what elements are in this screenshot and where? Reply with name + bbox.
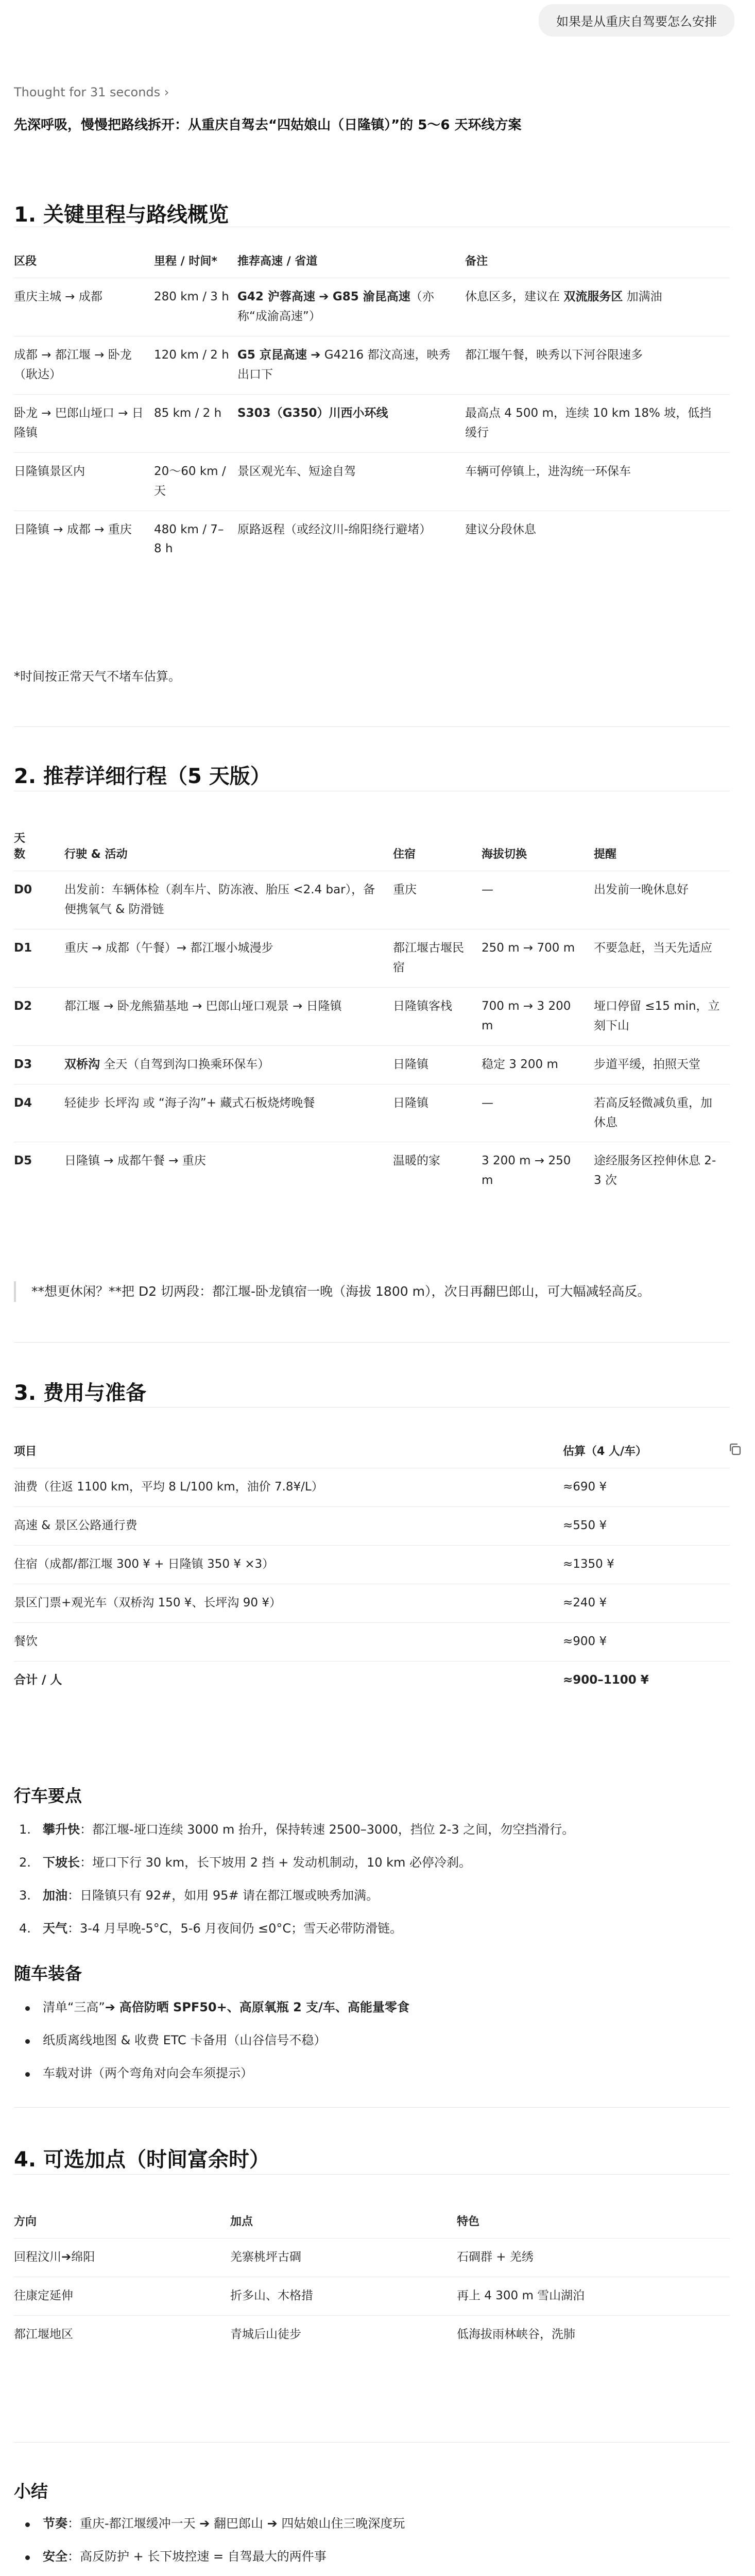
cell-note: 都江堰午餐，映秀以下河谷限速多: [465, 336, 730, 394]
section-2-title: 2. 推荐详细行程（5 天版）: [14, 765, 271, 788]
cell-tip: 出发前一晚休息好: [594, 871, 730, 929]
table-row: [14, 871, 730, 929]
table-row: [14, 1142, 730, 1200]
table-row: [14, 452, 730, 511]
col-header: 天 数: [14, 832, 26, 861]
cell-segment: 日隆镇 → 成都 → 重庆: [14, 511, 154, 568]
col-header: 估算（4 人/车）: [563, 1445, 647, 1458]
cell-spot: 折多山、木格措: [230, 2277, 457, 2315]
cell-segment: 日隆镇景区内: [14, 452, 154, 511]
cell-item: 合计 / 人: [14, 1661, 563, 1699]
col-header: 方向: [14, 2215, 37, 2228]
section-3-title: 3. 费用与准备: [14, 1381, 146, 1405]
tip-blockquote: **想更休闲？**把 D2 切两段：都江堰-卧龙镇宿一晚（海拔 1800 m），次日再翻巴郎山，可大幅减轻高反。: [14, 1281, 742, 1302]
col-header: 行驶 & 活动: [64, 848, 128, 861]
cell-activity: 出发前：车辆体检（刹车片、防冻液、胎压 <2.4 bar），备便携氧气 & 防滑链: [64, 871, 393, 929]
table-header-row: [14, 252, 730, 278]
col-header: 海拔切换: [482, 848, 527, 861]
cell-distance: 85 km / 2 h: [154, 394, 237, 452]
table-row: [14, 1084, 730, 1142]
cell-cost: ≈550 ¥: [563, 1506, 730, 1545]
cell-stay: 重庆: [393, 871, 482, 929]
bullet: [25, 2522, 30, 2527]
col-header: 项目: [14, 1445, 37, 1458]
table-row: [14, 336, 730, 394]
divider: [14, 2107, 730, 2108]
col-header: 区段: [14, 255, 37, 268]
cell-item: 住宿（成都/都江堰 300 ¥ + 日隆镇 350 ¥ ×3）: [14, 1545, 563, 1584]
divider: [14, 1407, 730, 1408]
divider: [14, 2442, 730, 2443]
divider: [14, 1342, 730, 1343]
col-header: 住宿: [393, 848, 416, 861]
table-row: [14, 1584, 730, 1622]
cell-stay: 日隆镇: [393, 1045, 482, 1084]
section-4-title: 4. 可选加点（时间富余时）: [14, 2148, 270, 2172]
table-row: [14, 394, 730, 452]
cost-table: [14, 1443, 730, 1700]
table-row: [14, 1045, 730, 1084]
cell-day: D4: [14, 1084, 64, 1142]
cell-spot: 羌寨桃坪古碉: [230, 2239, 457, 2277]
table-header-row: [14, 829, 730, 871]
bullet: [25, 2072, 30, 2077]
cell-tip: 垭口停留 ≤15 min，立刻下山: [594, 987, 730, 1045]
cell-stay: 温暖的家: [393, 1142, 482, 1200]
list-item: 车载对讲（两个弯角对向会车须提示）: [14, 2064, 725, 2082]
cell-feature: 低海拔雨林峡谷，洗肺: [457, 2315, 730, 2353]
driving-tips-list: [14, 1820, 725, 1938]
cell-tip: 不要急赶，当天先适应: [594, 929, 730, 987]
cell-item: 景区门票+观光车（双桥沟 150 ¥、长坪沟 90 ¥）: [14, 1584, 563, 1622]
list-item: 1. 攀升快：都江堰-垭口连续 3000 m 抬升，保持转速 2500–3000，挡位 2-3 之间，勿空挡滑行。: [19, 1822, 575, 1837]
col-header: 加点: [230, 2215, 253, 2228]
list-item: 3. 加油：日隆镇只有 92#，如用 95# 请在都江堰或映秀加满。: [19, 1888, 379, 1903]
cell-stay: 日隆镇: [393, 1084, 482, 1142]
cell-cost: ≈240 ¥: [563, 1584, 730, 1622]
footnote: *时间按正常天气不堵车估算。: [14, 669, 181, 684]
intro-heading: 先深呼吸，慢慢把路线拆开：从重庆自驾去“四姑娘山（日隆镇）”的 5～6 天环线方案: [14, 117, 522, 133]
cell-road: S303（G350）川西小环线: [237, 394, 465, 452]
cell-altitude: 3 200 m → 250 m: [482, 1142, 594, 1200]
table-row: [14, 278, 730, 336]
cell-road: G42 沪蓉高速 ➔ G85 渝昆高速（亦称“成渝高速”）: [237, 278, 465, 336]
bullet: [25, 2555, 30, 2560]
cell-spot: 青城后山徒步: [230, 2315, 457, 2353]
table-header-row: [14, 2213, 730, 2239]
cell-road: G5 京昆高速 ➔ G4216 都汶高速，映秀出口下: [237, 336, 465, 394]
section-1-title: 1. 关键里程与路线概览: [14, 203, 229, 227]
table-header-row: [14, 1443, 730, 1468]
cell-feature: 再上 4 300 m 雪山湖泊: [457, 2277, 730, 2315]
table-row: [14, 929, 730, 987]
cell-activity: 重庆 → 成都（午餐）→ 都江堰小城漫步: [64, 929, 393, 987]
table-row-total: [14, 1661, 730, 1699]
chevron-right-icon: ›: [164, 85, 169, 99]
cell-direction: 往康定延伸: [14, 2277, 230, 2315]
cell-segment: 重庆主城 → 成都: [14, 278, 154, 336]
cell-tip: 途经服务区控伸休息 2-3 次: [594, 1142, 730, 1200]
divider: [14, 2174, 730, 2175]
cell-item: 高速 & 景区公路通行费: [14, 1506, 563, 1545]
cell-altitude: 700 m → 3 200 m: [482, 987, 594, 1045]
table-row: [14, 1506, 730, 1545]
col-header: 特色: [457, 2215, 480, 2228]
cell-activity: 都江堰 → 卧龙熊猫基地 → 巴郎山垭口观景 → 日隆镇: [64, 987, 393, 1045]
cell-tip: 若高反轻微减负重，加休息: [594, 1084, 730, 1142]
cell-feature: 石碉群 + 羌绣: [457, 2239, 730, 2277]
thought-toggle[interactable]: [14, 85, 169, 99]
summary-title: 小结: [14, 2481, 48, 2501]
list-item: 安全：高反防护 + 长下坡控速 = 自驾最大的两件事: [14, 2547, 725, 2566]
list-item: 节奏：重庆-都江堰缓冲一天 ➔ 翻巴郎山 ➔ 四姑娘山住三晚深度玩: [14, 2514, 725, 2533]
cell-day: D0: [14, 871, 64, 929]
cell-segment: 成都 → 都江堰 → 卧龙（耿达）: [14, 336, 154, 394]
cell-note: 最高点 4 500 m，连续 10 km 18% 坡，低挡缓行: [465, 394, 730, 452]
list-item: 纸质离线地图 & 收费 ETC 卡备用（山谷信号不稳）: [14, 2031, 725, 2049]
cell-altitude: 稳定 3 200 m: [482, 1045, 594, 1084]
cell-road: 景区观光车、短途自驾: [237, 452, 465, 511]
col-header: 备注: [465, 255, 488, 268]
table-row: [14, 1622, 730, 1661]
cell-activity: 双桥沟 全天（自驾到沟口换乘环保车）: [64, 1045, 393, 1084]
route-overview-table: [14, 252, 730, 568]
cell-altitude: —: [482, 871, 594, 929]
table-row: [14, 2315, 730, 2353]
cell-altitude: 250 m → 700 m: [482, 929, 594, 987]
cell-day: D2: [14, 987, 64, 1045]
table-row: [14, 1545, 730, 1584]
table-row: [14, 1468, 730, 1507]
cell-cost: ≈690 ¥: [563, 1468, 730, 1507]
cell-activity: 轻徒步 长坪沟 或 “海子沟”+ 藏式石板烧烤晚餐: [64, 1084, 393, 1142]
cell-day: D5: [14, 1142, 64, 1200]
col-header: 推荐高速 / 省道: [237, 255, 318, 268]
cell-direction: 回程汶川➔绵阳: [14, 2239, 230, 2277]
itinerary-table: [14, 829, 730, 1200]
cell-stay: 日隆镇客栈: [393, 987, 482, 1045]
cell-distance: 280 km / 3 h: [154, 278, 237, 336]
user-message-bubble: 如果是从重庆自驾要怎么安排: [539, 4, 734, 37]
list-item: 清单“三高”➔ 高倍防晒 SPF50+、高原氧瓶 2 支/车、高能量零食: [14, 1998, 725, 2016]
summary-list: [14, 2514, 725, 2576]
cell-segment: 卧龙 → 巴郎山垭口 → 日隆镇: [14, 394, 154, 452]
table-row: [14, 2239, 730, 2277]
driving-tips-title: 行车要点: [14, 1786, 82, 1806]
cell-distance: 480 km / 7–8 h: [154, 511, 237, 568]
list-item: 2. 下坡长：垭口下行 30 km，长下坡用 2 挡 + 发动机制动，10 km 必停冷刹。: [19, 1855, 472, 1870]
cell-stay: 都江堰古堰民宿: [393, 929, 482, 987]
cell-note: 休息区多，建议在 双流服务区 加满油: [465, 278, 730, 336]
optional-spots-table: [14, 2213, 730, 2354]
cell-tip: 步道平缓，拍照天堂: [594, 1045, 730, 1084]
cell-day: D3: [14, 1045, 64, 1084]
cell-note: 建议分段休息: [465, 511, 730, 568]
table-row: [14, 511, 730, 568]
cell-note: 车辆可停镇上，进沟统一环保车: [465, 452, 730, 511]
bullet: [25, 2006, 30, 2011]
cell-cost: ≈900–1100 ¥: [563, 1661, 730, 1699]
cell-cost: ≈900 ¥: [563, 1622, 730, 1661]
divider: [14, 726, 730, 727]
table-row: [14, 2277, 730, 2315]
gear-list: [14, 1998, 725, 2082]
bullet: [25, 2039, 30, 2044]
cell-distance: 120 km / 2 h: [154, 336, 237, 394]
thought-label: Thought for 31 seconds: [14, 85, 161, 99]
list-item: 4. 天气：3-4 月早晚-5°C，5-6 月夜间仍 ≤0°C；雪天必带防滑链。: [19, 1921, 403, 1936]
cell-item: 油费（往返 1100 km，平均 8 L/100 km，油价 7.8¥/L）: [14, 1468, 563, 1507]
cell-item: 餐饮: [14, 1622, 563, 1661]
col-header: 提醒: [594, 848, 617, 861]
cell-direction: 都江堰地区: [14, 2315, 230, 2353]
cell-distance: 20～60 km / 天: [154, 452, 237, 511]
cell-road: 原路返程（或经汶川-绵阳绕行避堵）: [237, 511, 465, 568]
col-header: 里程 / 时间*: [154, 255, 217, 268]
cell-activity: 日隆镇 → 成都午餐 → 重庆: [64, 1142, 393, 1200]
cell-day: D1: [14, 929, 64, 987]
cell-cost: ≈1350 ¥: [563, 1545, 730, 1584]
cell-altitude: —: [482, 1084, 594, 1142]
gear-title: 随车装备: [14, 1963, 82, 1984]
table-row: [14, 987, 730, 1045]
